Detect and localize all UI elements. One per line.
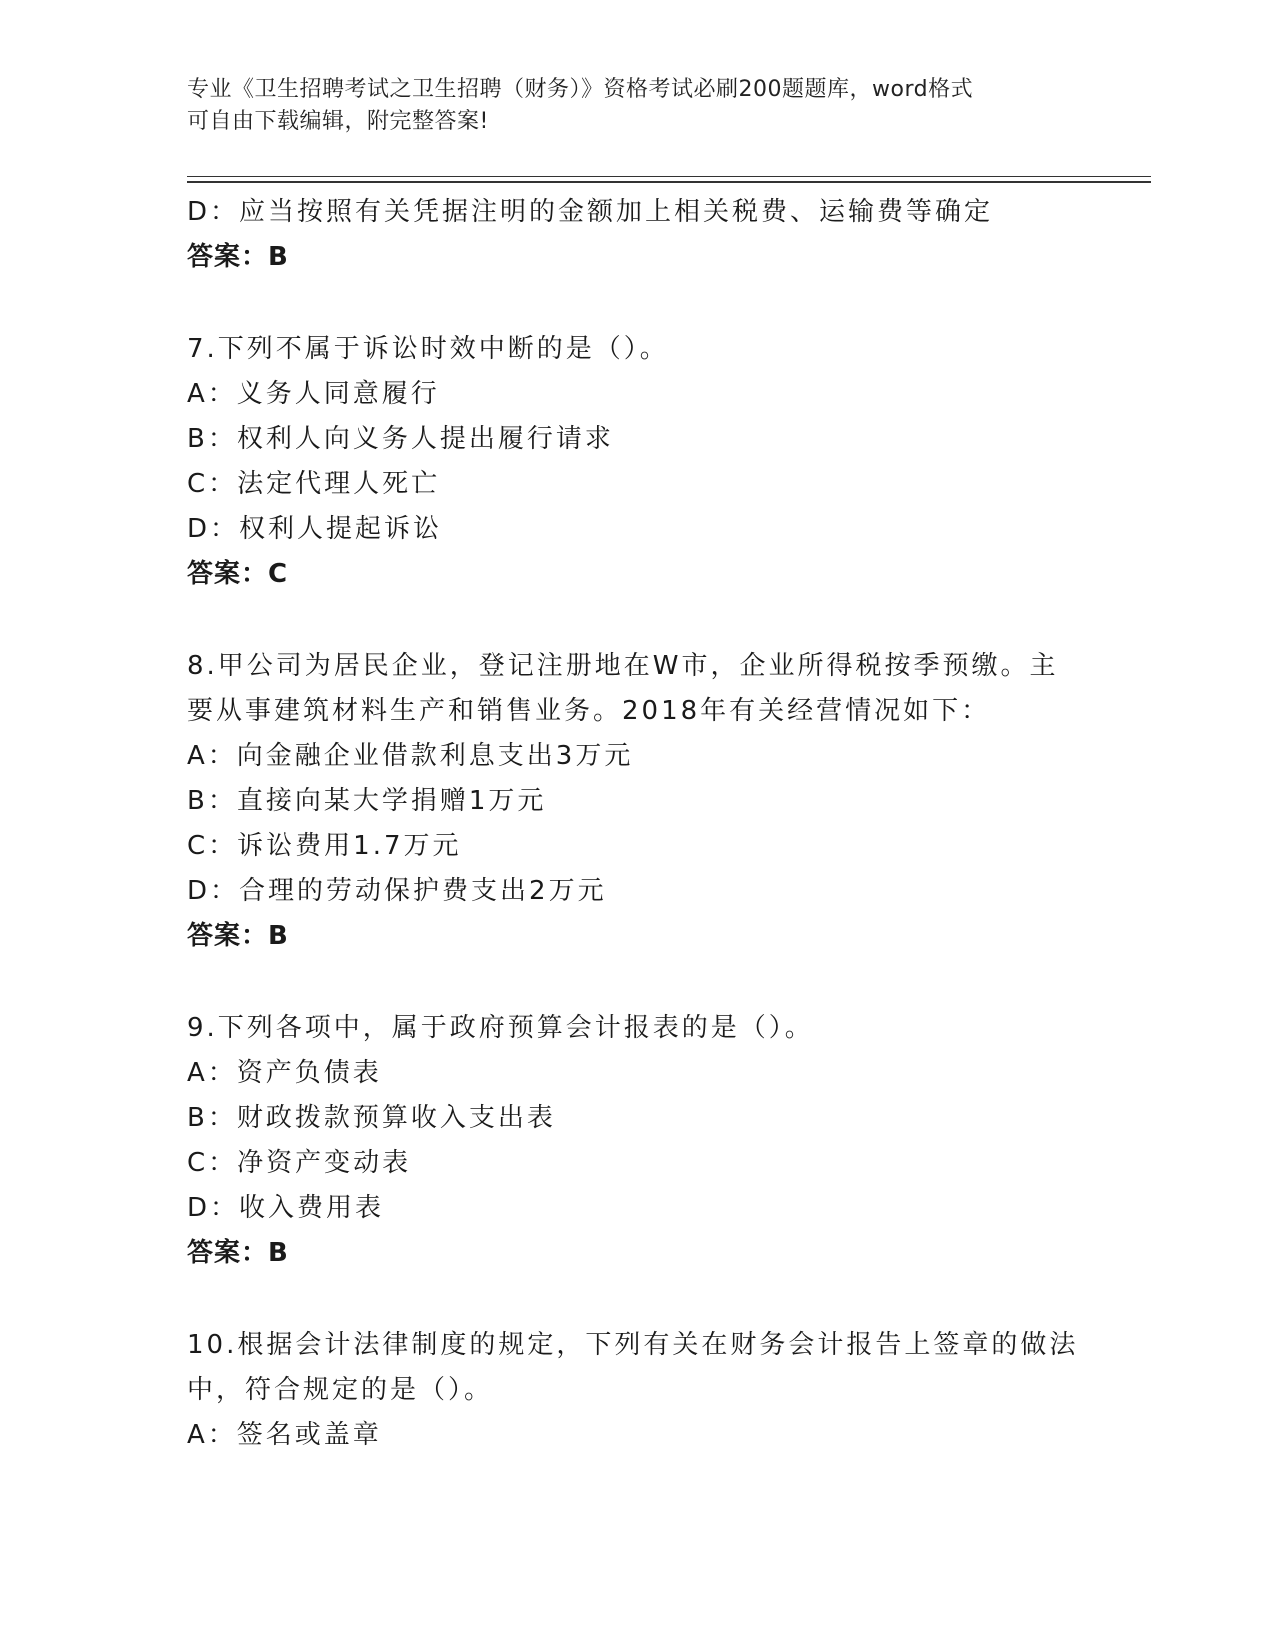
- option-a: A：义务人同意履行: [187, 379, 440, 409]
- option-c: C：诉讼费用1.7万元: [187, 831, 462, 861]
- question-spacer: [187, 280, 1087, 327]
- option-d: D：应当按照有关凭据注明的金额加上相关税费、运输费等确定: [187, 197, 994, 227]
- document-header: [187, 74, 1067, 138]
- question-8: [187, 644, 1087, 959]
- header-title-line-1: 专业《卫生招聘考试之卫生招聘（财务）》资格考试必刷200题题库，word格式: [187, 77, 974, 102]
- option-c: C：净资产变动表: [187, 1148, 412, 1178]
- question-stem-line-2: 中，符合规定的是（）。: [187, 1375, 494, 1405]
- question-9: [187, 1006, 1087, 1276]
- option-b: B：权利人向义务人提出履行请求: [187, 424, 614, 454]
- question-10: [187, 1323, 1087, 1458]
- option-c: C：法定代理人死亡: [187, 469, 441, 499]
- option-d: D：收入费用表: [187, 1193, 385, 1223]
- option-a: A：资产负债表: [187, 1058, 382, 1088]
- question-stem-line-1: 10.根据会计法律制度的规定，下列有关在财务会计报告上签章的做法: [187, 1330, 1079, 1360]
- option-a: A：签名或盖章: [187, 1420, 382, 1450]
- answer: 答案：B: [187, 1238, 289, 1268]
- question-stem-line-2: 要从事建筑材料生产和销售业务。2018年有关经营情况如下：: [187, 696, 991, 726]
- question-list: [187, 190, 1087, 1458]
- option-d: D：合理的劳动保护费支出2万元: [187, 876, 607, 906]
- question-stem-line-1: 8.甲公司为居民企业，登记注册地在W市，企业所得税按季预缴。主: [187, 651, 1059, 681]
- answer: 答案：B: [187, 921, 289, 951]
- question-spacer: [187, 1276, 1087, 1323]
- option-a: A：向金融企业借款利息支出3万元: [187, 741, 634, 771]
- answer: 答案：B: [187, 242, 289, 272]
- option-b: B：直接向某大学捐赠1万元: [187, 786, 547, 816]
- question-spacer: [187, 959, 1087, 1006]
- question-7: [187, 327, 1087, 597]
- header-divider-thin: [187, 176, 1151, 177]
- question-6: [187, 190, 1087, 280]
- answer: 答案：C: [187, 559, 289, 589]
- header-divider-thick: [187, 181, 1151, 183]
- question-stem: 7.下列不属于诉讼时效中断的是（）。: [187, 334, 669, 364]
- question-stem: 9.下列各项中，属于政府预算会计报表的是（）。: [187, 1013, 814, 1043]
- option-b: B：财政拨款预算收入支出表: [187, 1103, 556, 1133]
- option-d: D：权利人提起诉讼: [187, 514, 443, 544]
- question-spacer: [187, 597, 1087, 644]
- header-title-line-2: 可自由下载编辑，附完整答案!: [187, 109, 489, 134]
